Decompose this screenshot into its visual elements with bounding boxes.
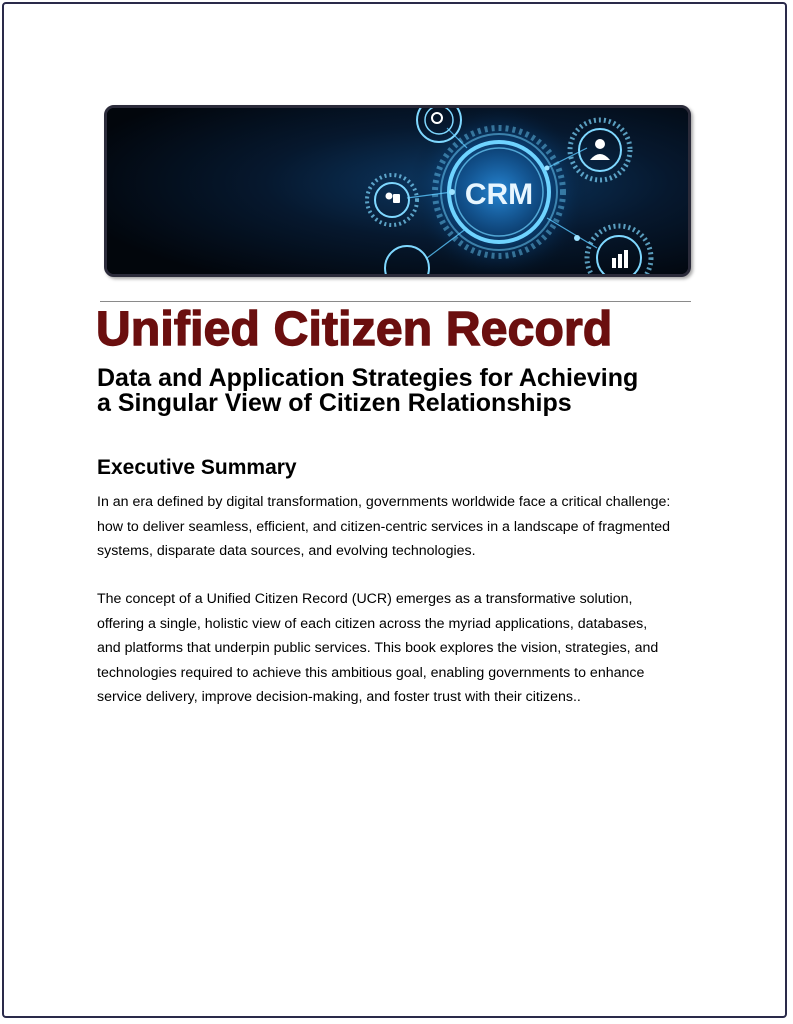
executive-summary-heading: Executive Summary bbox=[97, 456, 297, 479]
paragraph-line: technologies required to achieve this ambitious goal, enabling governments to enhance bbox=[97, 664, 645, 681]
paragraph-line: In an era defined by digital transformation, governments worldwide face a critical challenge: bbox=[97, 494, 671, 510]
crm-banner-image bbox=[104, 105, 691, 277]
chart-icon bbox=[612, 258, 616, 268]
banner-crm-label: CRM bbox=[464, 178, 534, 211]
paragraph-line: offering a single, holistic view of each citizen across the myriad applications, databases, bbox=[97, 615, 648, 632]
person-id-icon bbox=[386, 193, 393, 200]
document-title: Unified Citizen Record bbox=[96, 303, 613, 356]
paragraph-line: service delivery, improve decision-making, and foster trust with their citizens.. bbox=[97, 689, 581, 706]
paragraph-line: and platforms that underpin public services. This book explores the vision, strategies, and bbox=[97, 640, 659, 657]
subtitle-line: a Singular View of Citizen Relationships bbox=[97, 389, 572, 417]
document-subtitle bbox=[97, 366, 697, 416]
paragraph-line: The concept of a Unified Citizen Record (UCR) emerges as a transformative solution, bbox=[97, 591, 633, 607]
subtitle-line: Data and Application Strategies for Achieving bbox=[97, 364, 639, 392]
executive-summary-paragraph-1 bbox=[97, 490, 697, 564]
paragraph-line: how to deliver seamless, efficient, and citizen-centric services in a landscape of fragmented bbox=[97, 518, 671, 535]
user-icon bbox=[595, 139, 605, 149]
paragraph-line: systems, disparate data sources, and evolving technologies. bbox=[97, 543, 476, 560]
executive-summary-paragraph-2 bbox=[97, 587, 697, 710]
